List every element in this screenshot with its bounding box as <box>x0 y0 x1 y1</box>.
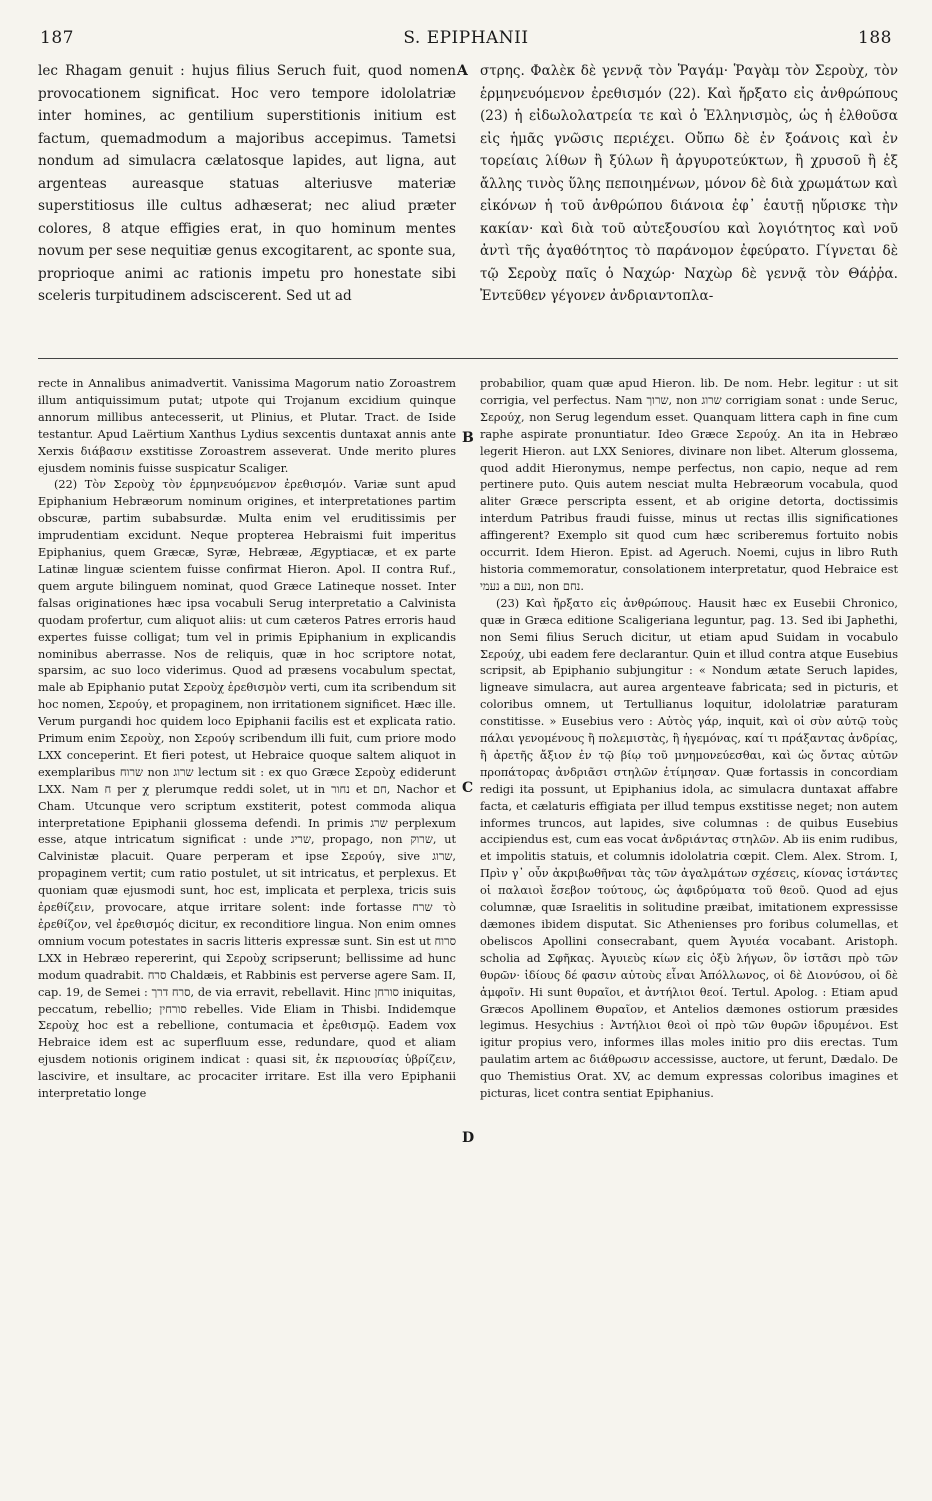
margin-letter-d: D <box>462 1130 475 1146</box>
running-title: S. EPIPHANII <box>403 28 529 48</box>
running-header <box>40 28 892 52</box>
margin-letter-a: A <box>457 63 468 79</box>
note-paragraph: probabilior, quam quæ apud Hieron. lib. De nom. Hebr. legitur : ut sit corrigia, vel perfectus. Nam שרוך, non שרוג corrigiam sonat : unde Seruc, Σερούχ, non Serug legendum esset. Quanquam littera caph in fine cum raphe aspirate pronuntiatur. Ideo Græce Σερούχ. An ita in Hebræo legerit Hieron. aut LXX Seniores, divinare non libet. Alterum glossema, quod addit Hieronymus, nempe perfectus, non capio, neque ad rem pertinere puto. Quis autem nesciat multa Hebræorum vocabula, quod aliter Græce perscripta essent, et ab origine detorta, doctissimis interdum Patribus fraudi fuisse, minus ut rectas illis significationes affingerent? Exemplo sit quod cum hæc scriberemus fortuito nobis occurrit. Idem Hieron. Epist. ad Ageruch. Noemi, cujus in libro Ruth historia commemoratur, consolationem interpretatur, quod Hebraice est נעמי a נעם, non נחם. <box>480 377 898 593</box>
greek-text-column <box>480 60 898 350</box>
note-paragraph: recte in Annalibus animadvertit. Vanissima Magorum natio Zoroastrem illum antiquissimum putat; utpote qui Trojanum excidium quinque annorum millibus antecesserit, ut Plinius, et Plutar. Tract. de Iside testantur. Apud Laërtium Xanthus Lydius sexcentis duntaxat annis ante Xerxis διάβασιν exstitisse Zoroastrem asseverat. Unde merito plures ejusdem nominis fuisse suspicatur Scaliger. <box>38 377 456 475</box>
section-divider <box>38 358 898 359</box>
greek-paragraph: στρης. Φαλὲκ δὲ γεννᾷ τὸν Ῥαγάμ· Ῥαγὰμ τὸν Σεροὺχ, τὸν ἑρμηνευόμενον ἐρεθισμόν (22). Καὶ ἤρξατο εἰς ἀνθρώπους (23) ἡ εἰδωλολατρεία τε καὶ ὁ Ἑλληνισμὸς, ὡς ἡ ἐλθοῦσα εἰς ἡμᾶς γνῶσις περιέχει. Οὔπω δὲ ἐν ξοάνοις καὶ ἐν τορείαις λίθων ἢ ξύλων ἢ ἀργυροτεύκτων, ἢ χρυσοῦ ἢ ἐξ ἄλλης τινὸς ὕλης πεποιημένων, μόνον δὲ διὰ χρωμάτων καὶ εἰκόνων ἡ τοῦ ἀνθρώπου διάνοια ἐφ᾽ ἑαυτῇ ηὕρισκε τὴν κακίαν· καὶ διὰ τοῦ αὐτεξουσίου καὶ λογιότητος καὶ νοῦ ἀντὶ τῆς ἀγαθότητος τὸ παράνομον ἐφεύρατο. Γίγνεται δὲ τῷ Σεροὺχ παῖς ὁ Ναχώρ· Ναχὼρ δὲ γεννᾷ τὸν Θάῤῥα. Ἐντεῦθεν γέγονεν ἀνδριαντοπλα- <box>480 63 898 304</box>
latin-paragraph: lec Rhagam genuit : hujus filius Seruch fuit, quod nomen provocationem significat. Hoc vero tempore idololatriæ inter homines, ac gentilium superstitionis initium est factum, quemadmodum a majoribus accepimus. Tametsi nondum ad simulacra cælatosque lapides, aut ligna, aut argenteas aureasque statuas alteriusve materiæ superstitiosus ille cultus adhæserat; nec aliud præter colores, 8 atque effigies erat, in quo hominum mentes novum per sese nequitiæ genus excogitarent, ac sponte sua, proprioque animi ac rationis impetu pro honestate sibi sceleris turpitudinem adsciscerent. Sed ut ad <box>38 63 456 304</box>
page-number-right: 188 <box>858 28 892 48</box>
page-number-left: 187 <box>40 28 74 48</box>
notes-column-left <box>38 376 456 1486</box>
note-paragraph: (22) Τὸν Σεροὺχ τὸν ἑρμηνευόμενον ἐρεθισμόν. Variæ sunt apud Epiphanium Hebræorum nominum origines, et interpretationes partim obscuræ, partim subabsurdæ. Multa enim vel eruditissimis per imprudentiam excidunt. Neque propterea Hebraismi fuit imperitus Epiphanius, quem Græcæ, Syræ, Hebrææ, Ægyptiacæ, et ex parte Latinæ linguæ scientem fuisse confirmat Hieron. Apol. II contra Ruf., quem argute bilinguem nominat, quod Græce Latineque nosset. Inter falsas originationes hæc ipsa vocabuli Serug interpretatio a Calvinista quodam profertur, cum aliquot aliis: ut cum cæteros Patres erroris haud expertes fuisse colligat; tum vel in primis Epiphanium in explicandis nominibus aberrasse. Nos de reliquis, quæ in hoc scriptore notat, sparsim, ac suo loco viderimus. Quod ad præsens vocabulum spectat, male ab Epiphanio putat Σεροὺχ ἐρεθισμὸν verti, cum ita scribendum sit hoc nomen, Σερούγ, et propaginem, non irritationem significet. Hæc ille. Verum purgandi hoc quidem loco Epiphanii facilis est et explicata ratio. Primum enim Σεροὺχ, non Σερούγ scribendum illi fuit, cum priore modo LXX conceperint. Et fieri potest, ut Hebraice quoque saltem aliquot in exemplaribus שרוח non שרוג lectum sit : ex quo Græce Σεροὺχ ediderunt LXX. Nam ח per χ plerumque reddi solet, ut in נחור et חם, Nachor et Cham. Utcunque vero scriptum exstiterit, potest commoda aliqua interpretatione Epiphanii glossema defendi. In primis שרג perplexum esse, atque intricatum significat : unde שריג, propago, non שרוק, ut Calvinistæ placuit. Quare perperam et ipse Σερούγ, sive שרוג, propaginem vertit; cum ratio postulet, ut sit intricatus, et perplexus. Et quoniam quæ ejusmodi sunt, hoc est, implicata et perplexa, tricis suis ἐρεθίζειν, provocare, atque irritare solent: inde fortasse שרח τὸ ἐρεθίζον, vel ἐρεθισμός dicitur, ex reconditiore lingua. Non enim omnes omnium vocum potestates in sacris litteris expressæ sunt. Sin est ut סרוח LXX in Hebræo repererint, qui Σεροὺχ scripserunt; bellissime ad hunc modum quadrabit. סרח Chaldæis, et Rabbinis est perverse agere Sam. II, cap. 19, de Semei : סרח דרך, de via erravit, rebellavit. Hinc סורחן iniquitas, peccatum, rebellio; סורחין rebelles. Vide Eliam in Thisbi. Indidemque Σεροὺχ hoc est a rebellione, contumacia et ἐρεθισμῷ. Eadem vox Hebraice idem est ac superfluum esse, redundare, quod et aliam ejusdem notionis originem indicat : quasi sit, ἐκ περιουσίας ὑβρίζειν, lascivire, et insultare, ac procaciter irritare. Est illa vero Epiphanii interpretatio longe <box>38 478 456 1101</box>
latin-translation-column <box>38 60 456 350</box>
margin-letter-c: C <box>462 780 474 796</box>
note-paragraph: (23) Καὶ ἤρξατο εἰς ἀνθρώπους. Hausit hæc ex Eusebii Chronico, quæ in Græca editione Scaligeriana leguntur, pag. 13. Sed ibi Japhethi, non Semi filius Seruch dicitur, ut etiam apud Suidam in vocabulo Σερούχ, ubi eadem fere declarantur. Quin et illud contra atque Eusebius scripsit, ab Epiphanio subjungitur : « Nondum ætate Seruch lapides, ligneave simulacra, aut aurea argenteave fabricata; sed in picturis, et coloribus omnem, ut Tertullianus loquitur, idololatriæ paraturam constitisse. » Eusebius vero : Αὐτὸς γάρ, inquit, καὶ οἱ σὺν αὐτῷ τοὺς πάλαι γενομένους ἢ πολεμιστὰς, ἢ ἡγεμόνας, καί τι πράξαντας ἀνδρίας, ἢ ἀρετῆς ἄξιον ἐν τῷ βίῳ τοῦ μνημονεύεσθαι, καὶ ὡς ὄντας αὐτῶν προπάτορας ἀνδριᾶσι στηλῶν ἐτίμησαν. Quæ fortassis in concordiam redigi ita possunt, ut Epiphanius idola, ac simulacra duntaxat affabre facta, et cælaturis effigiata per illud tempus exstitisse neget; non autem informes truncos, aut lapides, sive columnas : de quibus Eusebius accipiendus est, cum eas vocat ἀνδριάντας στηλῶν. Ab iis enim rudibus, et impolitis statuis, et columnis idololatria cœpit. Clem. Alex. Strom. I, Πρὶν γ᾽ οὖν ἀκριβωθῆναι τὰς τῶν ἀγαλμάτων σχέσεις, κίονας ἱστάντες οἱ παλαιοὶ ἔσεβον τούτους, ὡς ἀφιδρύματα τοῦ θεοῦ. Quod ad ejus columnæ, quæ Israelitis in solitudine præibat, imitationem expressisse dæmones ibidem disputat. Sic Athenienses pro foribus columellas, et obeliscos Apollini consecrabant, quem Ἀγυιέα vocabant. Aristoph. scholia ad Σφῆκας. Ἀγυιεὺς κίων εἰς ὀξὺ λήγων, ὃν ἱστᾶσι πρὸ τῶν θυρῶν· ἰδίους δέ φασιν αὐτοὺς εἶναι Ἀπόλλωνος, οἱ δὲ Διονύσου, οἱ δὲ ἀμφοῖν. Hi sunt θυραῖοι, et ἀντήλιοι θεοί. Tertul. Apolog. : Etiam apud Græcos Apollinem Θυραῖον, et Antelios dæmones ostiorum præsides legimus. Hesychius : Ἀντήλιοι θεοὶ οἱ πρὸ τῶν θυρῶν ἱδρυμένοι. Est igitur propius vero, informes illas moles initio pro diis erectas. Tum paulatim artem ac διάθρωσιν accessisse, auctore, ut ferunt, Dædalo. De quo Themistius Orat. XV, ac demum expressas coloribus imagines et picturas, licet contra sentiat Epiphanius. <box>480 596 898 1101</box>
margin-letter-b: B <box>462 430 474 446</box>
notes-column-right <box>480 376 898 1486</box>
